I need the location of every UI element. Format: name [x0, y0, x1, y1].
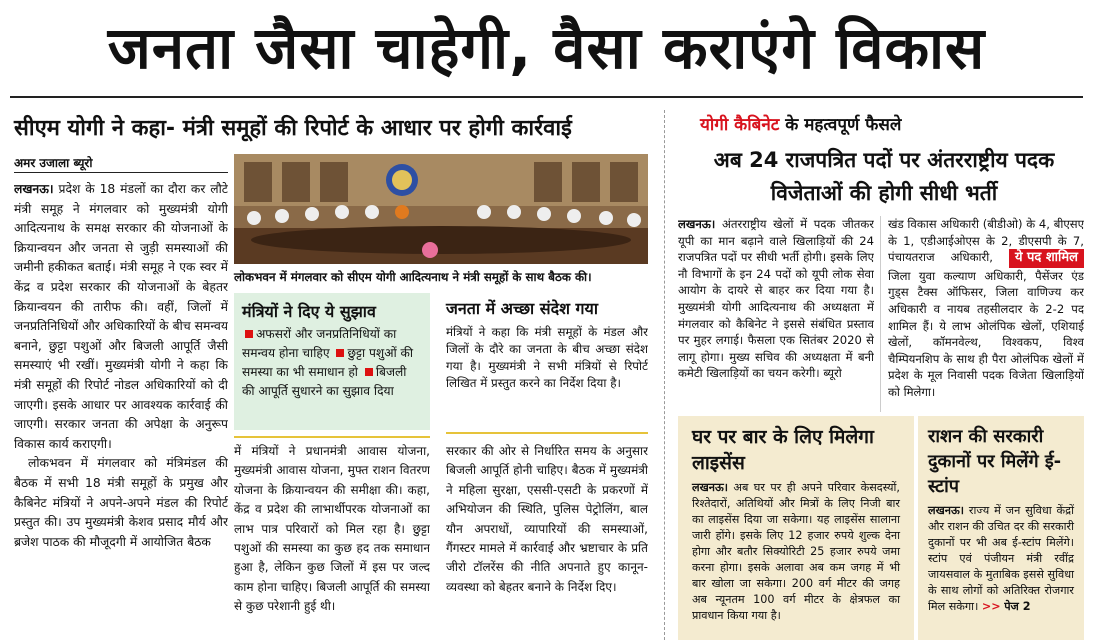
paragraph: एंड गुड्स टैक्स ऑफिसर, जिला वाणिज्य कर अधिकारी व नायब तहसीलदार के 2-2 पद शामिल हैं। ये लाभ ओलंपिक खेलों, एशियाई खेलों, कॉमनवेल्थ, विश्वकप, विश्व चैम्पियनशिप के साथ ही पैरा ओलंपिक खेलों में प्रदेश के मूल निवासी पदक विजेता खिलाड़ियों को मिलेगा। [888, 268, 1084, 399]
paragraph: लोकभवन में मंगलवार को मंत्रिमंडल की बैठक में सभी 18 मंत्री समूहों के प्रमुख और कैबिनेट मंत्रियों ने अपने-अपने मंडल की रिपोर्ट प्रस्तुत की। उप मुख्यमंत्री केशव प्रसाद मौर्य और ब्रजेश पाठक की मौजूदगी में आयोजित बैठक [14, 456, 228, 549]
kicker-highlight: योगी कैबिनेट [700, 115, 780, 135]
cabinet-kicker [700, 114, 1090, 136]
divider [10, 96, 1083, 98]
suggestion-box-title: मंत्रियों ने दिए ये सुझाव [242, 302, 376, 321]
continue-arrow-icon: >> [981, 600, 1001, 613]
paragraph: जिला युवा कल्याण अधिकारी, पैसेंजर [888, 268, 1063, 283]
ration-box-title: राशन की सरकारी दुकानों पर मिलेंगे ई-स्टांप [928, 426, 1062, 497]
column-divider [664, 110, 665, 640]
photo-caption: लोकभवन में मंगलवार को सीएम योगी आदित्यनाथ ने मंत्री समूहों के साथ बैठक की। [234, 270, 592, 284]
suggestion-item: बिजली की आपूर्ति सुधारने का सुझाव दिया [242, 365, 407, 398]
meeting-photo-illustration [234, 154, 648, 264]
column-divider [880, 216, 881, 412]
dateline: लखनऊ। [14, 182, 54, 196]
divider [234, 436, 430, 438]
dateline: लखनऊ। [928, 504, 964, 517]
ration-box-text [928, 503, 1074, 615]
bullet-square-icon [365, 368, 373, 376]
ration-box [918, 416, 1084, 640]
license-box-text [692, 480, 900, 624]
paragraph: अंतरराष्ट्रीय खेलों में पदक जीतकर यूपी का मान बढ़ाने वाले खिलाड़ियों की 24 राजपत्रित पदों पर सीधी भर्ती होगी। इसके लिए नौ विभागों के इन 24 पदों को यूपी लोक सेवा आयोग के दायरे से बाहर कर दिया गया है। मुख्यमंत्री योगी आदित्यनाथ की अध्यक्षता में मंगलवार को कैबिनेट ने इससे संबंधित प्रस्ताव पर मुहर लगाई। फैसला एक सितंबर 2020 से लागू होगा। मुख्य सचिव की अध्यक्षता में बनी कमेटी खिलाड़ियों का चयन करेगी। ब्यूरो [678, 217, 874, 381]
cabinet-column-b [888, 216, 1084, 412]
divider [446, 432, 648, 434]
main-headline: जनता जैसा चाहेगी, वैसा कराएंगे विकास [107, 14, 986, 82]
article-column-2: में मंत्रियों ने प्रधानमंत्री आवास योजना, मुख्यमंत्री आवास योजना, मुफ्त राशन वितरण योजना के क्रियान्वयन की समीक्षा की। कहा, केंद्र व प्रदेश की लाभार्थीपरक योजनाओं का लाभ पात्र परिवारों को मिल रहा है। छुट्टा पशुओं की समस्या का कुछ हद तक समाधान हुआ है, लेकिन कुछ जिलों में इस पर जल्द काम होना चाहिए। बिजली आपूर्ति की समस्या से कुछ परेशानी हुई थी। [234, 444, 430, 614]
meeting-photo [234, 154, 648, 264]
divider [14, 172, 228, 173]
message-box-title: जनता में अच्छा संदेश गया [446, 299, 598, 318]
suggestion-item: अफसरों और जनप्रतिनिधियों का समन्वय होना चाहिए [242, 327, 397, 360]
kicker-text: के महत्वपूर्ण फैसले [785, 115, 902, 135]
article-column-1 [14, 180, 228, 640]
bullet-square-icon [336, 349, 344, 357]
message-box [446, 298, 648, 392]
cabinet-column-a [678, 216, 874, 412]
license-box [678, 416, 914, 640]
suggestion-item: छुट्टा पशुओं की समस्या का भी समाधान हो [242, 346, 414, 379]
cabinet-headline: अब 24 राजपत्रित पदों पर अंतरराष्ट्रीय पदक विजेताओं की होगी सीधी भर्ती [713, 148, 1055, 205]
posts-included-tag: ये पद शामिल [1009, 249, 1084, 268]
dateline: लखनऊ। [692, 481, 728, 494]
license-box-title: घर पर बार के लिए मिलेगा लाइसेंस [692, 426, 874, 474]
dateline: लखनऊ। [678, 217, 716, 231]
main-subhead: सीएम योगी ने कहा- मंत्री समूहों की रिपोर्ट के आधार पर होगी कार्रवाई [14, 116, 572, 141]
byline: अमर उजाला ब्यूरो [14, 156, 93, 170]
paragraph: अब घर पर ही अपने परिवार केसदस्यों, रिश्तेदारों, अतिथियों और मित्रों के लिए निजी बार का लाइसेंस दिया जा सकेगा। यह लाइसेंस सालाना जारी होंगे। इसके लिए 12 हजार रुपये शुल्क देना होगा और बतौर सिक्योरिटी 25 हजार रुपये जमा करना होगा। इसके अलावा अब कम जगह में भी बार खोला जा सकेगा। 200 वर्ग मीटर की जगह अब न्यूनतम 100 वर्ग मीटर के क्षेत्रफल का प्रावधान किया गया है। [692, 481, 900, 622]
article-column-3: सरकार की ओर से निर्धारित समय के अनुसार बिजली आपूर्ति होनी चाहिए। बैठक में मुख्यमंत्री ने महिला सुरक्षा, एससी-एसटी के प्रकरणों में अभियोजन की स्थिति, पुलिस पेट्रोलिंग, बाल यौन अपराधों, व्यापारियों की समस्याओं, गैंगस्टर मामले में कार्रवाई और भ्रष्टाचार के प्रति जीरो टॉलरेंस की नीति अपनाते हुए कानून-व्यवस्था को बेहतर बनाने के निर्देश दिए। [446, 444, 648, 594]
paragraph: खंड विकास अधिकारी (बीडीओ) के 4, बीएसए के 1, एडीआईओएस के 2, डीएसपी के 7, पंचायतराज अधिकारी, [888, 217, 1084, 265]
message-box-text: मंत्रियों ने कहा कि मंत्री समूहों के मंडल और जिलों के दौरे का जनता के बीच अच्छा संदेश गया है। मुख्यमंत्री ने सभी मंत्रियों से रिपोर्ट लिखित में प्रस्तुत करने का निर्देश दिया है। [446, 325, 648, 390]
bullet-square-icon [245, 330, 253, 338]
suggestion-box [234, 293, 430, 430]
continued-page-link[interactable]: पेज 2 [1004, 600, 1031, 613]
paragraph: प्रदेश के 18 मंडलों का दौरा कर लौटे मंत्री समूह ने मंगलवार को मुख्यमंत्री योगी आदित्यनाथ के समक्ष सरकार की योजनाओं के क्रियान्वयन और जनता से जुड़ी समस्याओं की जमीनी हकीकत बताई। मंत्री समूह ने एक स्वर में केंद्र व प्रदेश सरकार की योजनाओं के बेहतर क्रियान्वयन की तारीफ की। वहीं, जिलों में जनप्रतिनिधियों और अधिकारियों के बीच समन्वय बनाने, छुट्टा पशुओं और बिजली आपूर्ति जैसी समस्याएं भी रखीं। मुख्यमंत्री योगी ने कहा कि मंत्री समूहों की रिपोर्ट नोडल अधिकारियों को दी जाएगी। इसके आधार पर आवश्यक कार्रवाई की जाएगी। सरकार जनता की अपेक्षा के अनुरूप विकास कार्य कराएगी। [14, 182, 228, 451]
paragraph: राज्य में जन सुविधा केंद्रों और राशन की उचित दर की सरकारी दुकानों पर भी अब ई-स्टांप मिलेंगे। स्टांप एवं पंजीयन मंत्री रवींद्र जायसवाल के मुताबिक इससे सुविधा के साथ लोगों को अतिरिक्त रोजगार मिल सकेगा। [928, 504, 1074, 613]
